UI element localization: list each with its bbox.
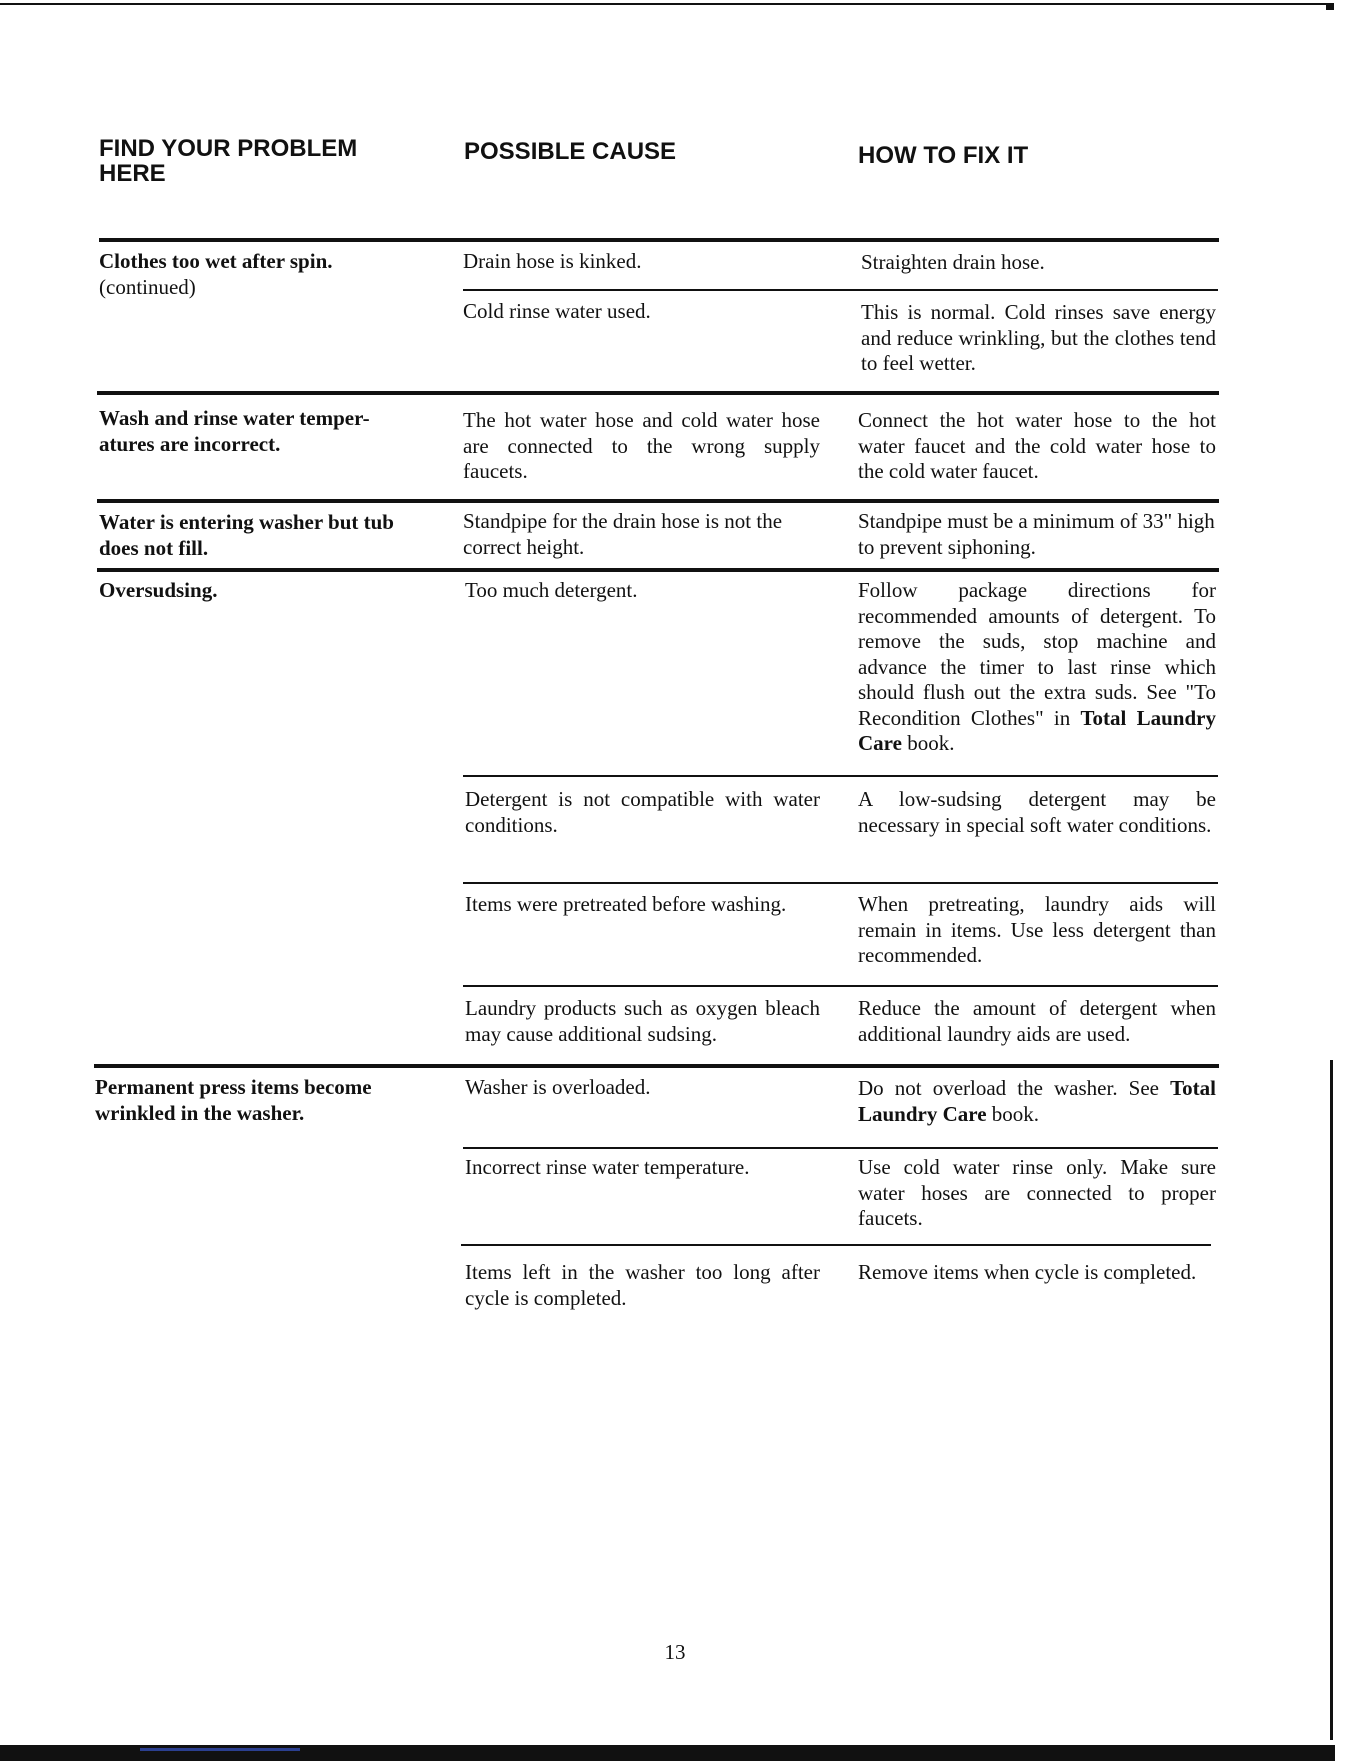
fix-text: Reduce the amount of detergent when additional laundry aids are used. xyxy=(858,996,1216,1046)
cause-divider xyxy=(463,289,1218,291)
cause-text: Items were pretreated before washing. xyxy=(465,892,787,916)
fix-text xyxy=(858,578,1216,757)
fix-text-part: book. xyxy=(901,731,955,755)
top-border-corner xyxy=(1326,3,1334,10)
fix-text: This is normal. Cold rinses save energy and reduce wrinkling, but the clothes tend to feel wetter. xyxy=(861,300,1216,375)
fix-text: Connect the hot water hose to the hot water faucet and the cold water hose to the cold water faucet. xyxy=(858,408,1216,483)
fix-text: When pretreating, laundry aids will remain in items. Use less detergent than recommended. xyxy=(858,892,1216,967)
cause-divider xyxy=(463,775,1218,777)
cause-text: Drain hose is kinked. xyxy=(463,249,642,273)
cause-text: Incorrect rinse water temperature. xyxy=(465,1155,750,1179)
problem-text: Water is entering washer but tub does not fill. xyxy=(99,510,394,560)
problem-cell xyxy=(99,249,429,300)
row-divider xyxy=(97,391,1219,395)
fix-text: Standpipe must be a minimum of 33" high to prevent siphoning. xyxy=(858,509,1215,559)
top-border-rule xyxy=(0,3,1330,5)
cause-text: Laundry products such as oxygen bleach may cause additional sudsing. xyxy=(465,996,820,1046)
book-title: Total Laundry Care xyxy=(858,1076,1216,1126)
cause-divider xyxy=(463,882,1218,884)
problem-text: Wash and rinse water temper- atures are incorrect. xyxy=(99,406,370,456)
cause-text: Cold rinse water used. xyxy=(463,299,651,323)
right-border-rule xyxy=(1330,1060,1333,1740)
fix-text-part: book. xyxy=(986,1101,1040,1126)
problem-note: (continued) xyxy=(99,274,196,299)
header-possible-cause: POSSIBLE CAUSE xyxy=(464,138,677,165)
problem-text: Permanent press items become wrinkled in the washer. xyxy=(95,1075,372,1125)
cause-text: Detergent is not compatible with water conditions. xyxy=(465,787,820,837)
header-find-your-problem: FIND YOUR PROBLEM HERE xyxy=(99,135,358,187)
row-divider xyxy=(97,568,1219,572)
cause-divider xyxy=(463,985,1218,987)
cause-text: Standpipe for the drain hose is not the correct height. xyxy=(463,509,783,559)
fix-text: Use cold water rinse only. Make sure water hoses are connected to proper faucets. xyxy=(858,1155,1216,1230)
bottom-border-accent xyxy=(140,1748,300,1751)
row-divider xyxy=(94,1064,1219,1068)
page-number: 13 xyxy=(664,1640,686,1664)
fix-text xyxy=(858,1076,1216,1127)
fix-text: A low-sudsing detergent may be necessary in special soft water conditions. xyxy=(858,787,1216,837)
row-divider xyxy=(97,499,1219,503)
problem-text: Oversudsing. xyxy=(99,578,218,602)
fix-text-part: Follow package directions for recommended amounts of detergent. To remove the suds, stop machine and advance the timer to last rinse which should flush out the extra suds. See "To Recondition Clothes" in xyxy=(858,578,1216,730)
row-divider xyxy=(99,238,1219,242)
cause-text: Too much detergent. xyxy=(465,578,638,602)
cause-text: Items left in the washer too long after cycle is completed. xyxy=(465,1260,820,1310)
cause-text: Washer is overloaded. xyxy=(465,1075,651,1099)
header-how-to-fix-it: HOW TO FIX IT xyxy=(858,142,1029,169)
fix-text-part: Do not overload the washer. See xyxy=(858,1076,1171,1100)
cause-text: The hot water hose and cold water hose are connected to the wrong supply faucets. xyxy=(463,408,820,483)
cause-divider xyxy=(461,1244,1211,1246)
book-title: Total Laundry Care xyxy=(858,705,1216,755)
problem-text: Clothes too wet after spin. xyxy=(99,249,333,273)
fix-text: Straighten drain hose. xyxy=(861,250,1045,274)
cause-divider xyxy=(463,1147,1218,1149)
fix-text: Remove items when cycle is completed. xyxy=(858,1260,1197,1284)
